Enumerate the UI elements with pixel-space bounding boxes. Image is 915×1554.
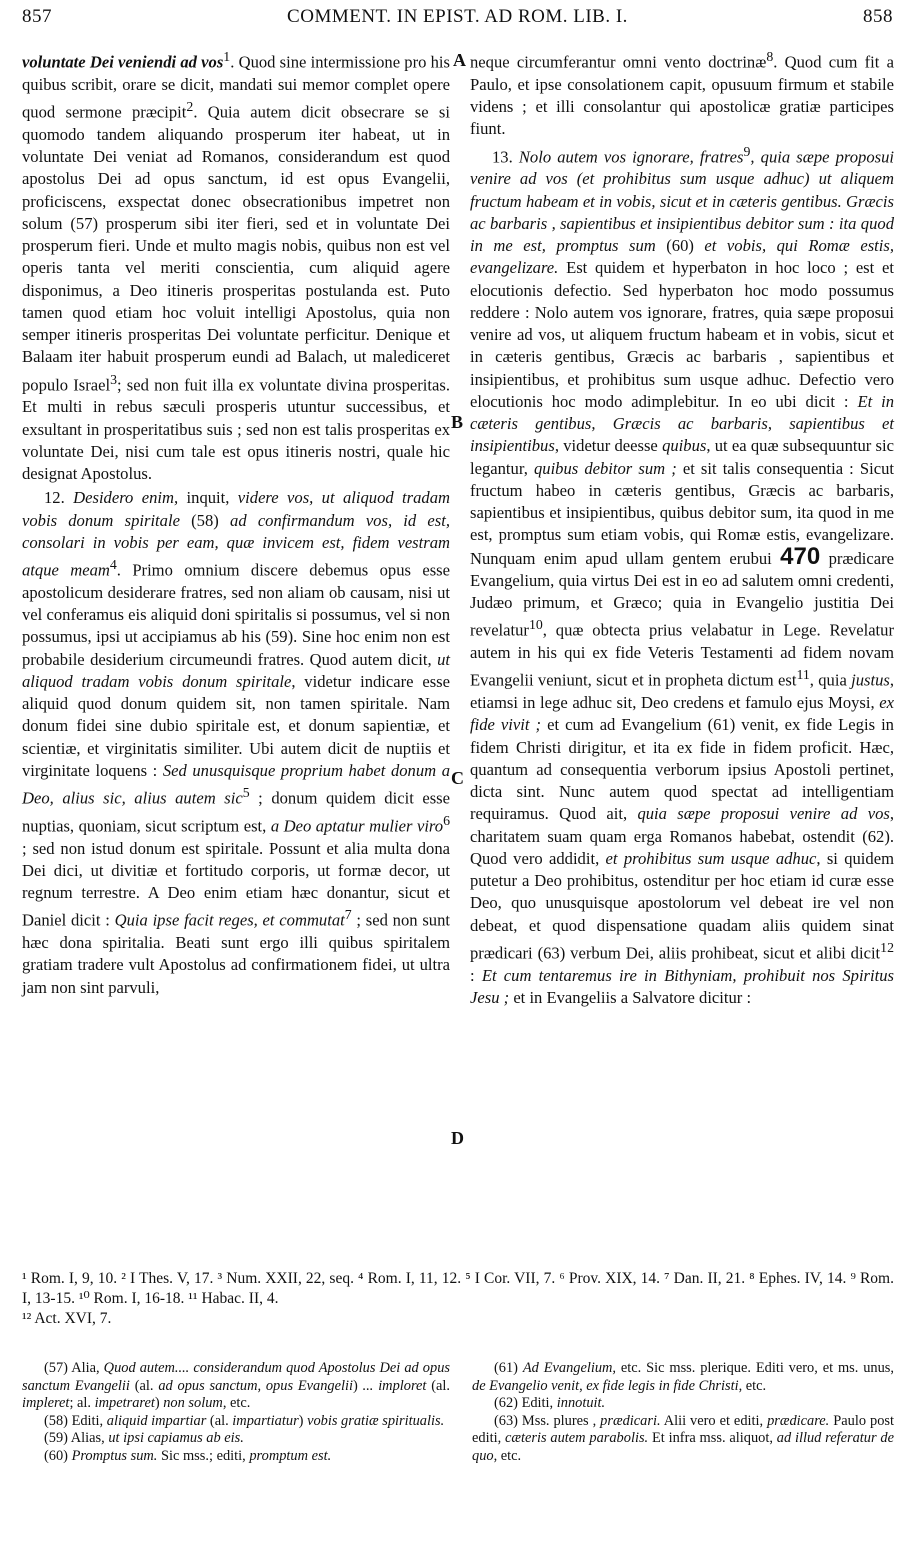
text-run: , videtur indicare esse aliquid quod donum quidem sit, non tamen spiritale. Nam donum fidei sine dubio spiritale est, et donum sapientiæ, et scientiæ, et virginitatis similiter. Ubi autem dicit de nuptiis et virginitate loquens : <box>22 671 450 780</box>
scripture-quote: , quia sæpe proposui venire ad vos (et prohibitus sum usque adhuc) ut aliquem fructum habeam et in vobis, sicut et in cæteris gentibus. Græcis ac barbaris , sapientibus et insipientibus debitor sum : ita quod in me est, promptus sum <box>470 147 894 256</box>
scripture-quote: ad confirmandum vos, id est, consolari in vobis per eam, quæ invicem est, fidem vestram atque meam <box>22 510 450 580</box>
right-column <box>470 46 894 1009</box>
text-run: (61) <box>494 1360 523 1376</box>
text-run: (57) Alia, <box>44 1360 104 1376</box>
editorial-notes-left <box>22 1360 450 1466</box>
scripture-quote: quibus debitor sum ; <box>533 458 677 478</box>
text-run: ; sed non fuit illa ex voluntate divina prosperitas. Et multi in rebus sæculi prosperis utuntur successibus, et exsultant in prosperitatibus suis ; sed non est talis prosperitas ex voluntate Dei, nisi cum tale est opus itineris nostri, quale hic designat Apostolus. <box>22 375 450 484</box>
margin-marker-b: B <box>451 412 464 432</box>
running-header <box>22 6 893 36</box>
footnote-ref: 6 <box>443 812 450 828</box>
scripture-quote: et prohibitus sum usque adhuc <box>605 848 817 868</box>
scripture-quote: ex fide vivit ; <box>470 693 894 735</box>
paragraph-13 <box>470 141 894 1010</box>
note-60 <box>22 1448 450 1466</box>
note-ref: (60) <box>655 236 705 256</box>
left-column <box>22 46 450 999</box>
note-ref: (58) <box>179 510 231 530</box>
footnote-ref: 8 <box>766 49 774 64</box>
text-run: , quia <box>809 670 852 690</box>
variant-reading: prædicare. <box>767 1412 830 1429</box>
text-run: , etc. <box>222 1395 251 1412</box>
footnote-ref: 4 <box>109 557 117 573</box>
text-run: et cum ad Evangelium (61) venit, ex fide Legis in fidem Christi dirigitur, et ita ex fide in fidem proficit. Hæc, quantum ad consequentia verborum ipsius Apostoli pertinet, dicta sint. Nunc autem quod spectat ad intelligentiam requiramus. Quod ait, <box>470 715 894 824</box>
variant-reading: Quod autem.... considerandum quod Apostolus Dei ad opus sanctum Evangelii <box>22 1360 450 1394</box>
text-run: prædicare Evangelium, quia virtus Dei est in eo ad salutem omni credenti, Judæo primum, et Græco; quia in Evangelio justitia Dei revelatur <box>470 548 894 640</box>
variant-reading: vobis gratiæ spiritualis. <box>307 1412 445 1429</box>
editorial-notes-right <box>472 1360 894 1466</box>
text-run: (al. <box>129 1377 159 1394</box>
variant-reading: cæteris autem parabolis. <box>505 1430 649 1447</box>
variant-reading: Promptus sum. <box>71 1447 158 1464</box>
variant-reading: de Evangelio venit <box>472 1377 580 1394</box>
margin-marker-c: C <box>451 768 464 788</box>
scripture-quote: videre vos, ut aliquod tradam vobis donum spiritale <box>22 488 451 530</box>
scripture-quote: Nolo autem vos ignorare, fratres <box>518 147 744 167</box>
text-run: . Primo omnium discere debemus opus esse apostolicum desiderare fratres, sed non aliam ob causam, nisi ut vel conferamus eis aliquid doni spiritalis si possumus, vel si non possumus, ipsi ut accipiamus ab his (59). Sine hoc enim non est probabile desiderium circumeundi fratres. Quod autem dicit, <box>22 560 450 669</box>
variant-reading: innotuit. <box>556 1395 606 1412</box>
variant-reading: non solum <box>163 1395 223 1412</box>
text-run: ) <box>154 1395 164 1412</box>
text-run: , videtur deesse <box>554 436 663 456</box>
footnote-ref: 3 <box>110 371 118 387</box>
text-run: ; al. <box>69 1395 95 1412</box>
scripture-quote: ut aliquod tradam vobis donum spiritale <box>22 649 450 691</box>
margin-marker-d: D <box>451 1128 464 1148</box>
footnote-ref: 10 <box>528 617 543 633</box>
text-run: . Quia autem dicit obsecrare se si quomodo tandem aliquando prosperum iter habeat, ut in voluntate Dei veniat ad Romanos, considerandum est quod apostolus Dei ad opus sanctum, id est opus Evangelii, proficiscens, exspectat donec obsecrationibus impetret non solum (57) prosperum sibi iter fieri, sed et in voluntate Dei prosperum fieri. Unde et multo magis nobis, quibus non est vel operis tanta vel meriti conscientia, cum aliquid agere disponimus, a Deo itineris prosperitas postulanda est. Puto tamen quod etiam hoc voluit intelligi Apostolus, quia non semper itineris prosperitas Dei voluntate perficitur. Denique et Balaam iter habuit prosperum eundi ad Balach, ut malediceret populo Israel <box>22 102 450 395</box>
footnote-ref: 7 <box>344 907 352 923</box>
text-run: (62) Editi, <box>494 1395 557 1412</box>
text-run: Et infra mss. aliquot, <box>648 1430 777 1447</box>
text-run: neque circumferantur omni vento doctrinæ <box>470 52 767 72</box>
scripture-quote: voluntate Dei veniendi ad vos <box>22 52 224 72</box>
text-run: Alii vero et editi, <box>660 1412 768 1429</box>
note-58 <box>22 1413 450 1431</box>
text-run: ; donum quidem dicit esse nuptias, quoniam, sicut scriptum est, <box>22 788 450 836</box>
variant-reading: impetraret <box>94 1395 155 1412</box>
footnote-line: ¹ Rom. I, 9, 10. ² I Thes. V, 17. ³ Num. XXII, 22, seq. ⁴ Rom. I, 11, 12. ⁵ I Cor. VII, 7. ⁶ Prov. XIX, 14. ⁷ Dan. II, 21. ⁸ Ephes. IV, 14. ⁹ Rom. I, 13-15. ¹⁰ Rom. I, 16-18. ¹¹ Habac. II, 4. <box>22 1270 894 1307</box>
text-run: . Quod sine intermissione pro his quibus scribit, orare se dicit, mandati sui memor complet opere quod sermone præcipit <box>22 52 451 122</box>
note-63 <box>472 1413 894 1466</box>
text-run: : <box>470 965 482 985</box>
text-run: (al. <box>206 1412 233 1429</box>
text-run: Sic mss.; editi, <box>157 1447 250 1464</box>
text-run: . Quod cum fit a Paulo, et ipse consolationem capit, opusuum firmum et stabile videns ; et illi consolantur qui apostolicæ gratiæ participes fiunt. <box>470 52 894 139</box>
column-number-470: 470 <box>780 542 821 570</box>
page-number-right: 858 <box>863 6 893 27</box>
footnote-ref: 11 <box>796 667 810 683</box>
scripture-quote: quibus <box>662 436 707 456</box>
text-run: , <box>579 1377 587 1394</box>
scripture-quote: et vobis, qui Romæ estis, evangelizare. <box>470 236 894 278</box>
scripture-quote: Sed unusquisque proprium habet donum a Deo, alius sic, alius autem sic <box>22 760 450 808</box>
note-59 <box>22 1430 450 1448</box>
variant-reading: ... imploret <box>362 1377 427 1394</box>
text-run: (al. <box>426 1377 450 1394</box>
paragraph-12-cont <box>470 46 894 141</box>
scripture-footnotes <box>22 1269 894 1329</box>
variant-reading: aliquid impartiar <box>106 1412 207 1429</box>
variant-reading: impleret <box>22 1395 70 1412</box>
scripture-quote: Et in cæteris gentibus, Græcis ac barbaris, sapientibus et insipientibus <box>470 391 894 456</box>
text-run: , quæ obtecta prius velabatur in Lege. Revelatur autem in his qui ex fide Veteris Testamenti ad fidem novam Evangelii veniunt, sicut et in propheta dictum est <box>470 620 894 690</box>
text-run: (59) Alias, <box>44 1430 109 1447</box>
variant-reading: Ad Evangelium, <box>522 1360 617 1376</box>
variant-reading: ut ipsi capiamus ab eis. <box>108 1430 244 1447</box>
text-run: et sit talis consequentia : Sicut fructum habeo in cæteris gentibus, Græcis ac barbaris, sapientibus et insipientibus, quibus debitor sum, ita quod in me est, promptus sum etiam vobis, qui Romæ estis, evangelizare. Nunquam enim apud ullam gentem erubui <box>470 458 895 568</box>
scripture-quote: Quia ipse facit reges, et commutat <box>114 910 345 930</box>
note-62 <box>472 1395 894 1413</box>
text-run: , etc. <box>738 1377 767 1394</box>
text-run: (60) <box>44 1447 72 1464</box>
scripture-quote: quia sæpe proposui venire ad vos <box>637 804 890 824</box>
text-run: ; sed non sunt hæc dona spiritalia. Beati sunt ergo illi quibus spiritalem gratiam tradere vult Apostolus ad confirmationem fidei, ut ultra jam non sint parvuli, <box>22 910 451 997</box>
text-run: , etc. <box>493 1447 522 1464</box>
text-run: (63) Mss. plures , <box>494 1412 601 1429</box>
running-title: COMMENT. IN EPIST. AD ROM. LIB. I. <box>287 6 628 27</box>
footnote-ref: 12 <box>880 939 894 955</box>
scripture-quote: a Deo aptatur mulier viro <box>270 816 444 836</box>
text-run: etc. Sic mss. plerique. Editi vero, et ms. unus, <box>616 1360 894 1376</box>
variant-reading: ad illud referatur de quo <box>472 1430 894 1464</box>
note-57 <box>22 1360 450 1413</box>
text-run: (58) Editi, <box>44 1412 107 1429</box>
text-run: inquit, <box>178 488 238 508</box>
variant-reading: ad opus sanctum, opus Evangelii <box>158 1377 353 1394</box>
text-run: , ut ea quæ subsequuntur sic legantur, <box>470 436 894 478</box>
variant-reading: ex fide legis in fide Christi <box>586 1377 739 1394</box>
variant-reading: promptum est. <box>249 1447 332 1464</box>
footnote-ref: 2 <box>186 99 194 115</box>
text-run: , etiamsi in lege adhuc sit, Deo credens et famulo ejus Moysi, <box>470 670 894 713</box>
scripture-quote: Et cum tentaremus ire in Bithyniam, prohibuit nos Spiritus Jesu ; <box>470 965 894 1007</box>
footnote-ref: 5 <box>242 785 250 801</box>
text-run: et in Evangeliis a Salvatore dicitur : <box>509 987 752 1007</box>
text-run: Est quidem et hyperbaton in hoc loco ; est et elocutionis defectio. Sed hyperbaton hoc modo possumus reddere : Nolo autem vos ignorare, fratres, quia sæpe proposui venire ad vos, ut aliquem fructum habeam et in vobis, sicut et in cæteris gentibus, Græcis ac barbaris , sapientibus et insipientibus, et prohibitus sum usque adhuc. Defectio vero elocutionis hoc modo adimplebitur. In eo ubi dicit : <box>470 258 894 411</box>
margin-marker-a: A <box>453 50 466 70</box>
footnote-ref: 1 <box>223 49 231 64</box>
paragraph-12 <box>22 487 450 999</box>
scripture-quote: justus <box>851 670 890 690</box>
verse-number: 13. <box>492 147 519 167</box>
scripture-quote: Desidero enim, <box>73 488 179 508</box>
text-run: ) <box>353 1377 363 1394</box>
text-run: ) <box>298 1412 308 1429</box>
text-run: ; sed non istud donum est spiritale. Possunt et alia multa dona Dei dici, ut divitiæ et fortitudo corporis, ut formæ decor, ut regnum terrestre. A Deo enim etiam hæc donantur, sicut et Daniel dicit : <box>22 838 450 930</box>
variant-reading: impartiatur <box>232 1412 299 1429</box>
page-number-left: 857 <box>22 6 52 27</box>
text-run: Paulo post editi, <box>472 1412 894 1447</box>
text-run: , si quidem putetur a Deo prohibitus, ostenditur per hoc etiam id curæ esse Deo, quo unusquisque apostolorum vel debeat ire vel non debeat, et quod dispensatione quadam aliis quidem sinat prædicari (63) verbum Dei, aliis prohibeat, sicut et alibi dicit <box>470 848 894 963</box>
footnote-line: ¹² Act. XVI, 7. <box>22 1310 112 1327</box>
paragraph-11-cont <box>22 46 450 485</box>
variant-reading: prædicari. <box>600 1412 661 1429</box>
footnote-ref: 9 <box>743 143 751 159</box>
text-run: , charitatem suam quam erga Romanos habebat, ostendit (62). Quod vero addidit, <box>470 804 894 868</box>
verse-number: 12. <box>44 488 74 508</box>
note-61 <box>472 1360 894 1395</box>
